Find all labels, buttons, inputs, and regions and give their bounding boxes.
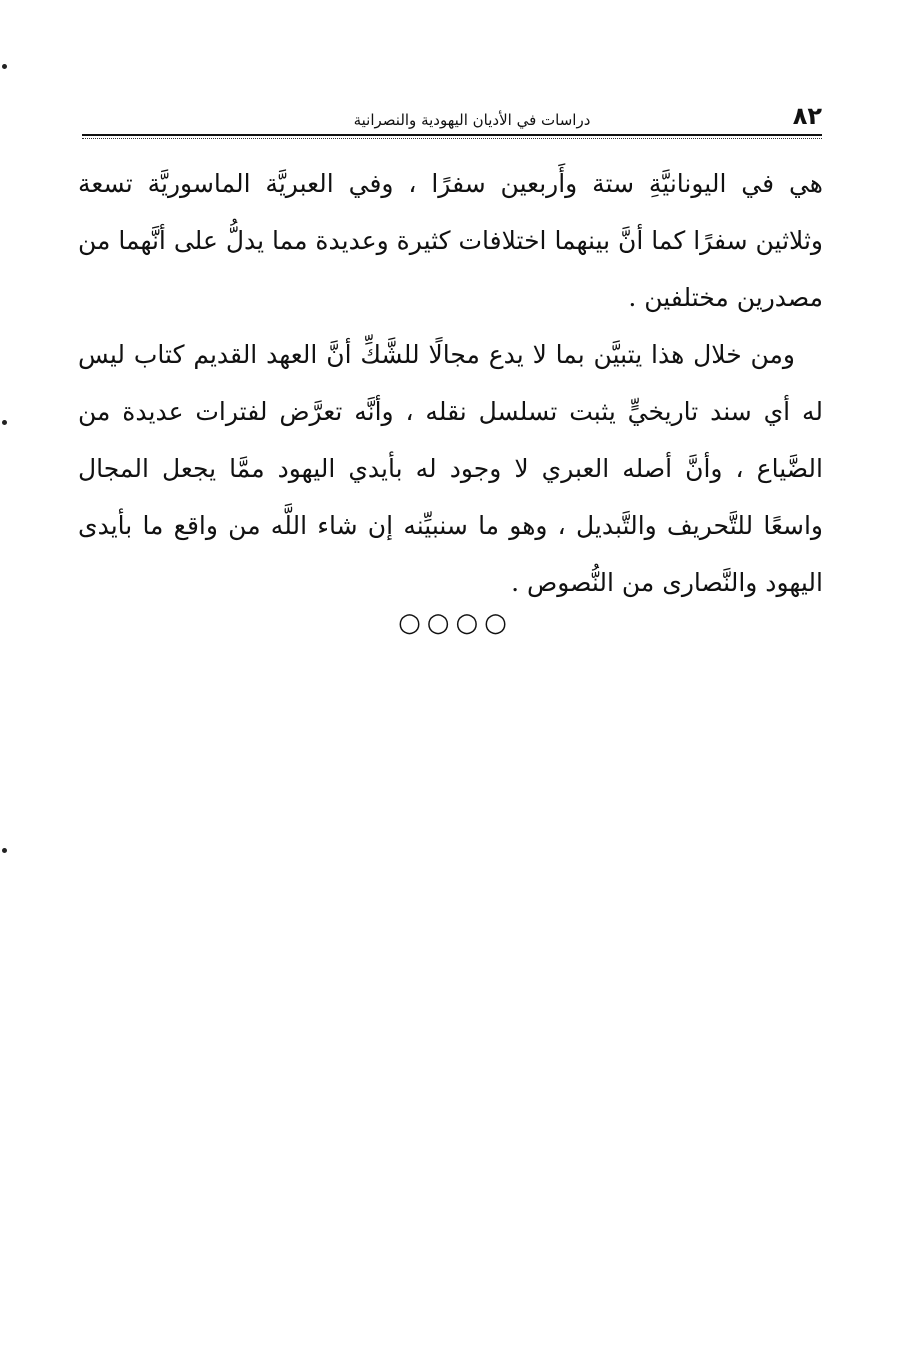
- paragraph-1: هي في اليونانيَّةِ ستة وأَربعين سفرًا ، وفي العبريَّة الماسوريَّة تسعة وثلاثين سفرًا كما أنَّ بينهما اختلافات كثيرة وعديدة مما يدلُّ على أنَّهما من مصدرين مختلفين .: [78, 169, 823, 312]
- section-end-ornament: ○○○○: [398, 608, 513, 638]
- margin-mark: [2, 64, 7, 69]
- margin-mark: [2, 420, 7, 425]
- header-divider-dotted: [82, 138, 822, 139]
- header-divider: [82, 134, 822, 136]
- body-text: [78, 155, 823, 611]
- paragraph-2: ومن خلال هذا يتبيَّن بما لا يدع مجالًا للشَّكِّ أنَّ العهد القديم كتاب ليس له أي سند تاريخيٍّ يثبت تسلسل نقله ، وأنَّه تعرَّض لفترات عديدة من الضَّياع ، وأنَّ أصله العبري لا وجود له بأيدي اليهود ممَّا يجعل المجال واسعًا للتَّحريف والتَّبديل ، وهو ما سنبيِّنه إن شاء اللَّه من واقع ما بأيدى اليهود والنَّصارى من النُّصوص .: [78, 340, 823, 597]
- page-header: [82, 102, 822, 132]
- margin-mark: [2, 848, 7, 853]
- running-title: دراسات في الأديان اليهودية والنصرانية: [353, 111, 591, 129]
- page-number: ٨٢: [792, 102, 822, 130]
